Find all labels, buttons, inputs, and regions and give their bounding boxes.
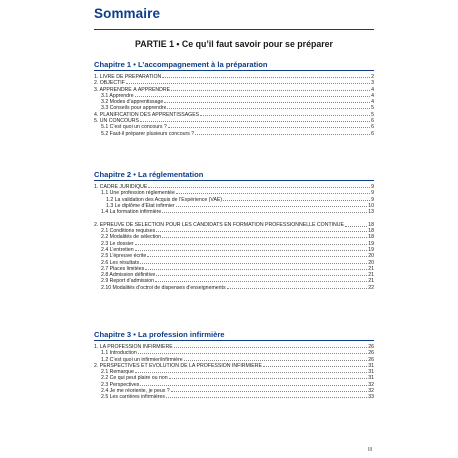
dot-leader	[147, 256, 367, 257]
dot-leader	[345, 226, 367, 227]
toc-entry-page: 6	[371, 124, 374, 131]
toc-entry-page: 26	[368, 356, 374, 363]
toc-entry-label: 2.9 Report d’admission	[101, 278, 155, 285]
toc-entry-label: 2.4 L’entretien	[101, 246, 134, 253]
toc-entry-page: 31	[368, 369, 374, 376]
toc-entry-label: 2.4 Je me réoriente, je peux ?	[101, 388, 170, 395]
toc-entry-page: 5	[371, 111, 374, 118]
toc-entry[interactable]	[94, 285, 374, 291]
dot-leader	[184, 360, 368, 361]
dot-leader	[169, 378, 368, 379]
dot-leader	[174, 347, 368, 348]
toc-entry-page: 31	[368, 362, 374, 369]
dot-leader	[155, 281, 367, 282]
toc-entry-label: 5.2 Faut-il préparer plusieurs concours ?	[101, 130, 195, 137]
toc-entry-label: 5.1 C’est quoi un concours ?	[101, 124, 167, 131]
dot-leader	[135, 244, 368, 245]
toc-entry-label: 3.3 Conseils pour apprendre	[101, 105, 167, 112]
toc-entry[interactable]	[94, 394, 374, 400]
toc-entry-label: 1.1 Une profession réglementée	[101, 190, 175, 197]
toc-entry-page: 9	[371, 196, 374, 203]
toc-entry-page: 26	[368, 350, 374, 357]
toc-entry-page: 20	[368, 259, 374, 266]
toc-entry-page: 6	[371, 118, 374, 125]
toc-entry-label: 2.2 Modalités de sélection	[101, 234, 161, 241]
dot-leader	[126, 83, 370, 84]
chapter-title: Chapitre 2 • La réglementation	[94, 170, 204, 179]
dot-leader	[195, 134, 370, 135]
dot-leader	[148, 187, 370, 188]
toc-entry-page: 20	[368, 253, 374, 260]
dot-leader	[135, 372, 367, 373]
toc-entry-page: 18	[368, 221, 374, 228]
toc-entry-label: 1.1 Introduction	[101, 350, 137, 357]
toc-entry-page: 18	[368, 234, 374, 241]
toc-entry-page: 32	[368, 381, 374, 388]
toc-entry-label: 4. PLANIFICATION DES APPRENTISSAGES	[94, 111, 200, 118]
toc-entry-label: 2.1 Conditions requises	[101, 228, 156, 235]
toc-entry-label: 3. APPRENDRE À APPRENDRE	[94, 86, 171, 93]
dot-leader	[167, 108, 370, 109]
toc-entry-label: 2.2 Ce qui peut plaire ou non	[101, 375, 168, 382]
chapter-title: Chapitre 3 • La profession infirmière	[94, 330, 225, 339]
dot-leader	[162, 77, 370, 78]
toc-entry-page: 5	[371, 105, 374, 112]
toc-entry-label: 2.10 Modalités d’octroi de dispenses d’enseignements	[101, 284, 226, 291]
toc-entry-label: 2.7 Places limitées	[101, 265, 145, 272]
toc-entry-label: 2.5 L’épreuve écrite	[101, 253, 147, 260]
toc-entry-label: 1. LIVRE DE PRÉPARATION	[94, 74, 162, 80]
dot-leader	[140, 121, 370, 122]
dot-leader	[138, 353, 367, 354]
dot-leader	[162, 212, 367, 213]
dot-leader	[263, 366, 367, 367]
toc-entry[interactable]	[94, 215, 374, 228]
dot-leader	[140, 263, 367, 264]
dot-leader	[223, 200, 370, 201]
dot-leader	[156, 231, 367, 232]
dot-leader	[171, 391, 368, 392]
dot-leader	[176, 193, 370, 194]
toc-entry-page: 13	[368, 209, 374, 216]
toc-entry-page: 9	[371, 184, 374, 190]
toc-entry-label: 1.2 C’est quoi un infirmier/infirmière	[101, 356, 183, 363]
toc-entry-label: 2.5 Les carrières infirmières	[101, 394, 166, 401]
dot-leader	[166, 397, 367, 398]
toc-entry-page: 9	[371, 190, 374, 197]
toc-entry-page: 26	[368, 344, 374, 350]
toc-entry-page: 2	[371, 74, 374, 80]
chapter-divider	[94, 340, 374, 341]
chapter-2	[94, 170, 374, 291]
toc-entry-label: 1.4 La formation infirmière	[101, 209, 162, 216]
toc-entry-page: 32	[368, 388, 374, 395]
toc-entry-page: 19	[368, 246, 374, 253]
toc-entry-page: 6	[371, 130, 374, 137]
toc-entry-label: 2. OBJECTIF	[94, 80, 125, 87]
page-title: Sommaire	[94, 6, 161, 21]
toc-entry[interactable]	[94, 131, 374, 137]
toc-entry-page: 3	[371, 80, 374, 87]
toc-entry-page: 18	[368, 228, 374, 235]
toc-entry-label: 1.3 Le diplôme d’État infirmier	[106, 202, 175, 209]
dot-leader	[162, 237, 367, 238]
part-title: PARTIE 1 • Ce qu’il faut savoir pour se préparer	[135, 39, 333, 49]
chapter-title: Chapitre 1 • L’accompagnement à la préparation	[94, 60, 268, 69]
toc-entry-page: 4	[371, 92, 374, 99]
toc-entry-page: 10	[368, 202, 374, 209]
toc-entry-label: 3.2 Modes d’apprentissage	[101, 99, 164, 106]
toc-entry-page: 19	[368, 240, 374, 247]
toc-entry-label: 2.8 Admission définitive	[101, 272, 156, 279]
dot-leader	[135, 96, 371, 97]
toc-entry-label: 2.6 Les résultats	[101, 259, 140, 266]
toc-entry-label: 2. PERSPECTIVES ET ÉVOLUTION DE LA PROFESSION INFIRMIÈRE	[94, 362, 262, 369]
dot-leader	[164, 102, 370, 103]
toc-entry-page: 21	[368, 265, 374, 272]
dot-leader	[171, 90, 370, 91]
toc-entry-label: 1. LA PROFESSION INFIRMIÈRE	[94, 344, 173, 350]
toc-entry-label: 2. ÉPREUVE DE SÉLECTION POUR LES CANDIDATS EN FORMATION PROFESSIONNELLE CONTINUE	[94, 221, 345, 228]
dot-leader	[140, 385, 367, 386]
page-number: III	[368, 447, 373, 453]
title-divider	[94, 29, 374, 30]
chapter-1	[94, 60, 374, 137]
dot-leader	[135, 250, 368, 251]
chapter-divider	[94, 70, 374, 71]
toc-entry-page: 4	[371, 99, 374, 106]
toc-entry-label: 3.1 Apprendre	[101, 92, 134, 99]
toc-entry-page: 22	[368, 284, 374, 291]
toc-entry-label: 2.1 Remarque	[101, 369, 134, 376]
dot-leader	[176, 206, 368, 207]
toc-entry-page: 4	[371, 86, 374, 93]
toc-entry-label: 2.3 Le dossier	[101, 240, 134, 247]
chapter-divider	[94, 180, 374, 181]
toc-entry-page: 31	[368, 375, 374, 382]
chapter-3	[94, 330, 374, 401]
toc-entry-label: 2.3 Perspectives	[101, 381, 140, 388]
dot-leader	[200, 115, 370, 116]
toc-entry-page: 21	[368, 272, 374, 279]
dot-leader	[156, 275, 367, 276]
toc-entry-page: 33	[368, 394, 374, 401]
toc-entry-label: 1. CADRE JURIDIQUE	[94, 184, 148, 190]
dot-leader	[168, 127, 370, 128]
toc-entry-label: 5. UN CONCOURS	[94, 118, 139, 125]
dot-leader	[145, 269, 367, 270]
toc-entry-label: 1.2 La validation des Acquis de l’Expérience (VAE)	[106, 196, 223, 203]
dot-leader	[227, 288, 368, 289]
toc-entry-page: 21	[368, 278, 374, 285]
